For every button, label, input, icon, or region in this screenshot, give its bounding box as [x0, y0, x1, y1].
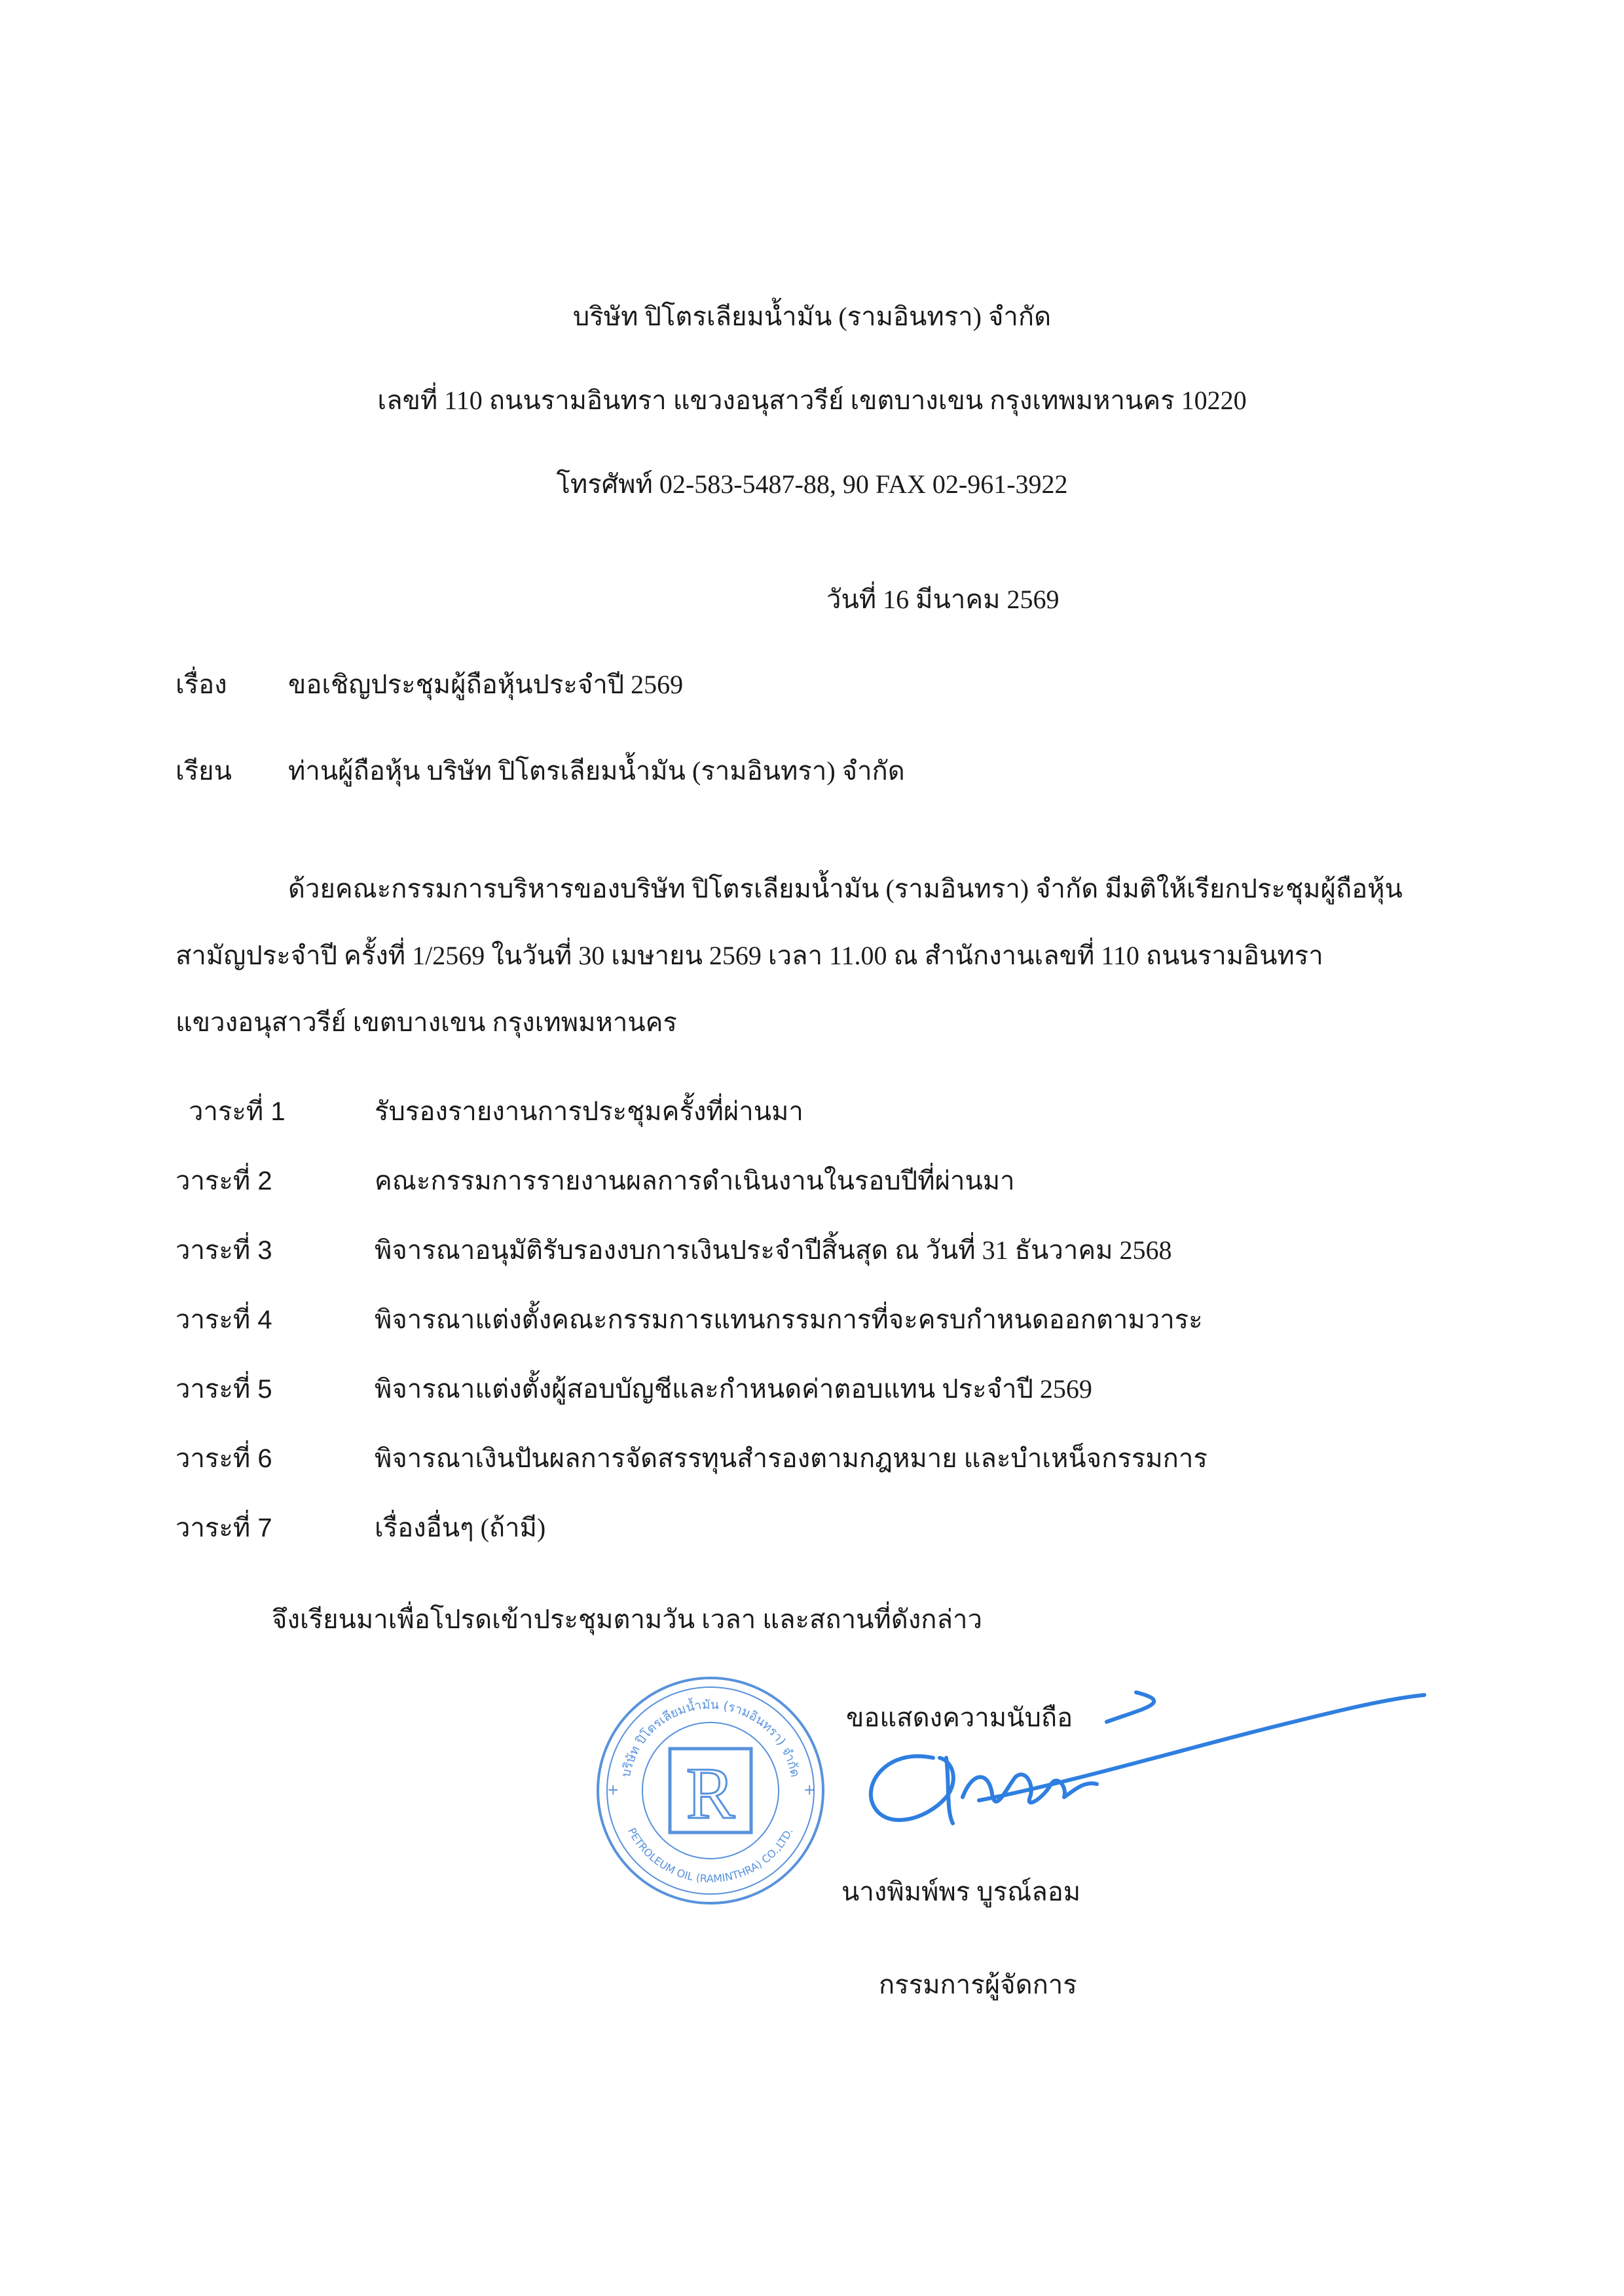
recipient-text: ท่านผู้ถือหุ้น บริษัท ปิโตรเลียมน้ำมัน (รามอินทรา) จำกัด	[288, 756, 905, 786]
agenda-text-6: พิจารณาเงินปันผลการจัดสรรทุนสำรองตามกฎหมาย และบำเหน็จกรรมการ	[375, 1444, 1208, 1473]
body-line-3: แขวงอนุสาวรีย์ เขตบางเขน กรุงเทพมหานคร	[175, 1008, 677, 1037]
closing-line: จึงเรียนมาเพื่อโปรดเข้าประชุมตามวัน เวลา และสถานที่ดังกล่าว	[272, 1605, 982, 1634]
company-name: บริษัท ปิโตรเลียมน้ำมัน (รามอินทรา) จำกัด	[572, 302, 1052, 331]
company-seal	[593, 1673, 828, 1908]
subject-label: เรื่อง	[175, 670, 227, 699]
body-line-1: ด้วยคณะกรรมการบริหารของบริษัท ปิโตรเลียมน้ำมัน (รามอินทรา) จำกัด มีมติให้เรียกประชุมผู้ถือหุ้น	[288, 874, 1403, 903]
agenda-text-3: พิจารณาอนุมัติรับรองงบการเงินประจำปีสิ้นสุด ณ วันที่ 31 ธันวาคม 2568	[375, 1235, 1172, 1265]
agenda-text-5: พิจารณาแต่งตั้งผู้สอบบัญชีและกำหนดค่าตอบแทน ประจำปี 2569	[375, 1374, 1092, 1404]
agenda-label-5: วาระที่ 5	[175, 1375, 272, 1404]
signature-salutation: ขอแสดงความนับถือ	[846, 1703, 1073, 1732]
agenda-text-1: รับรองรายงานการประชุมครั้งที่ผ่านมา	[375, 1097, 803, 1126]
agenda-label-3: วาระที่ 3	[175, 1236, 272, 1265]
agenda-label-2: วาระที่ 2	[175, 1167, 272, 1195]
agenda-label-7: วาระที่ 7	[175, 1514, 272, 1542]
body-line-2: สามัญประจำปี ครั้งที่ 1/2569 ในวันที่ 30 เมษายน 2569 เวลา 11.00 ณ สำนักงานเลขที่ 110 ถนนรามอินทรา	[175, 941, 1323, 970]
svg-text:+: +	[803, 1782, 816, 1798]
handwritten-signature	[848, 1686, 1437, 1895]
agenda-label-1: วาระที่ 1	[189, 1097, 286, 1126]
letter-date: วันที่ 16 มีนาคม 2569	[826, 585, 1060, 614]
subject-text: ขอเชิญประชุมผู้ถือหุ้นประจำปี 2569	[288, 670, 684, 699]
svg-text:PETROLEUM OIL (RAMINTHRA) CO.,	[625, 1826, 796, 1885]
agenda-text-4: พิจารณาแต่งตั้งคณะกรรมการแทนกรรมการที่จะครบกำหนดออกตามวาระ	[375, 1305, 1203, 1334]
svg-text:+: +	[607, 1782, 619, 1798]
seal-top-text: บริษัท ปิโตรเลียมน้ำมัน (รามอินทรา) จำกัด	[618, 1697, 803, 1779]
agenda-text-7: เรื่องอื่นๆ (ถ้ามี)	[375, 1513, 546, 1542]
seal-bottom-text: PETROLEUM OIL (RAMINTHRA) CO.,LTD.	[625, 1825, 796, 1886]
agenda-label-6: วาระที่ 6	[175, 1444, 272, 1473]
agenda-text-2: คณะกรรมการรายงานผลการดำเนินงานในรอบปีที่ผ่านมา	[375, 1166, 1015, 1195]
signatory-position: กรรมการผู้จัดการ	[879, 1970, 1077, 1999]
recipient-label: เรียน	[175, 756, 232, 786]
company-address: เลขที่ 110 ถนนรามอินทรา แขวงอนุสาวรีย์ เขตบางเขน กรุงเทพมหานคร 10220	[377, 386, 1247, 415]
seal-center-letter: R	[686, 1753, 735, 1834]
agenda-label-4: วาระที่ 4	[175, 1305, 272, 1334]
signatory-name: นางพิมพ์พร บูรณ์ลอม	[841, 1877, 1081, 1906]
company-contact: โทรศัพท์ 02-583-5487-88, 90 FAX 02-961-3922	[556, 469, 1068, 499]
